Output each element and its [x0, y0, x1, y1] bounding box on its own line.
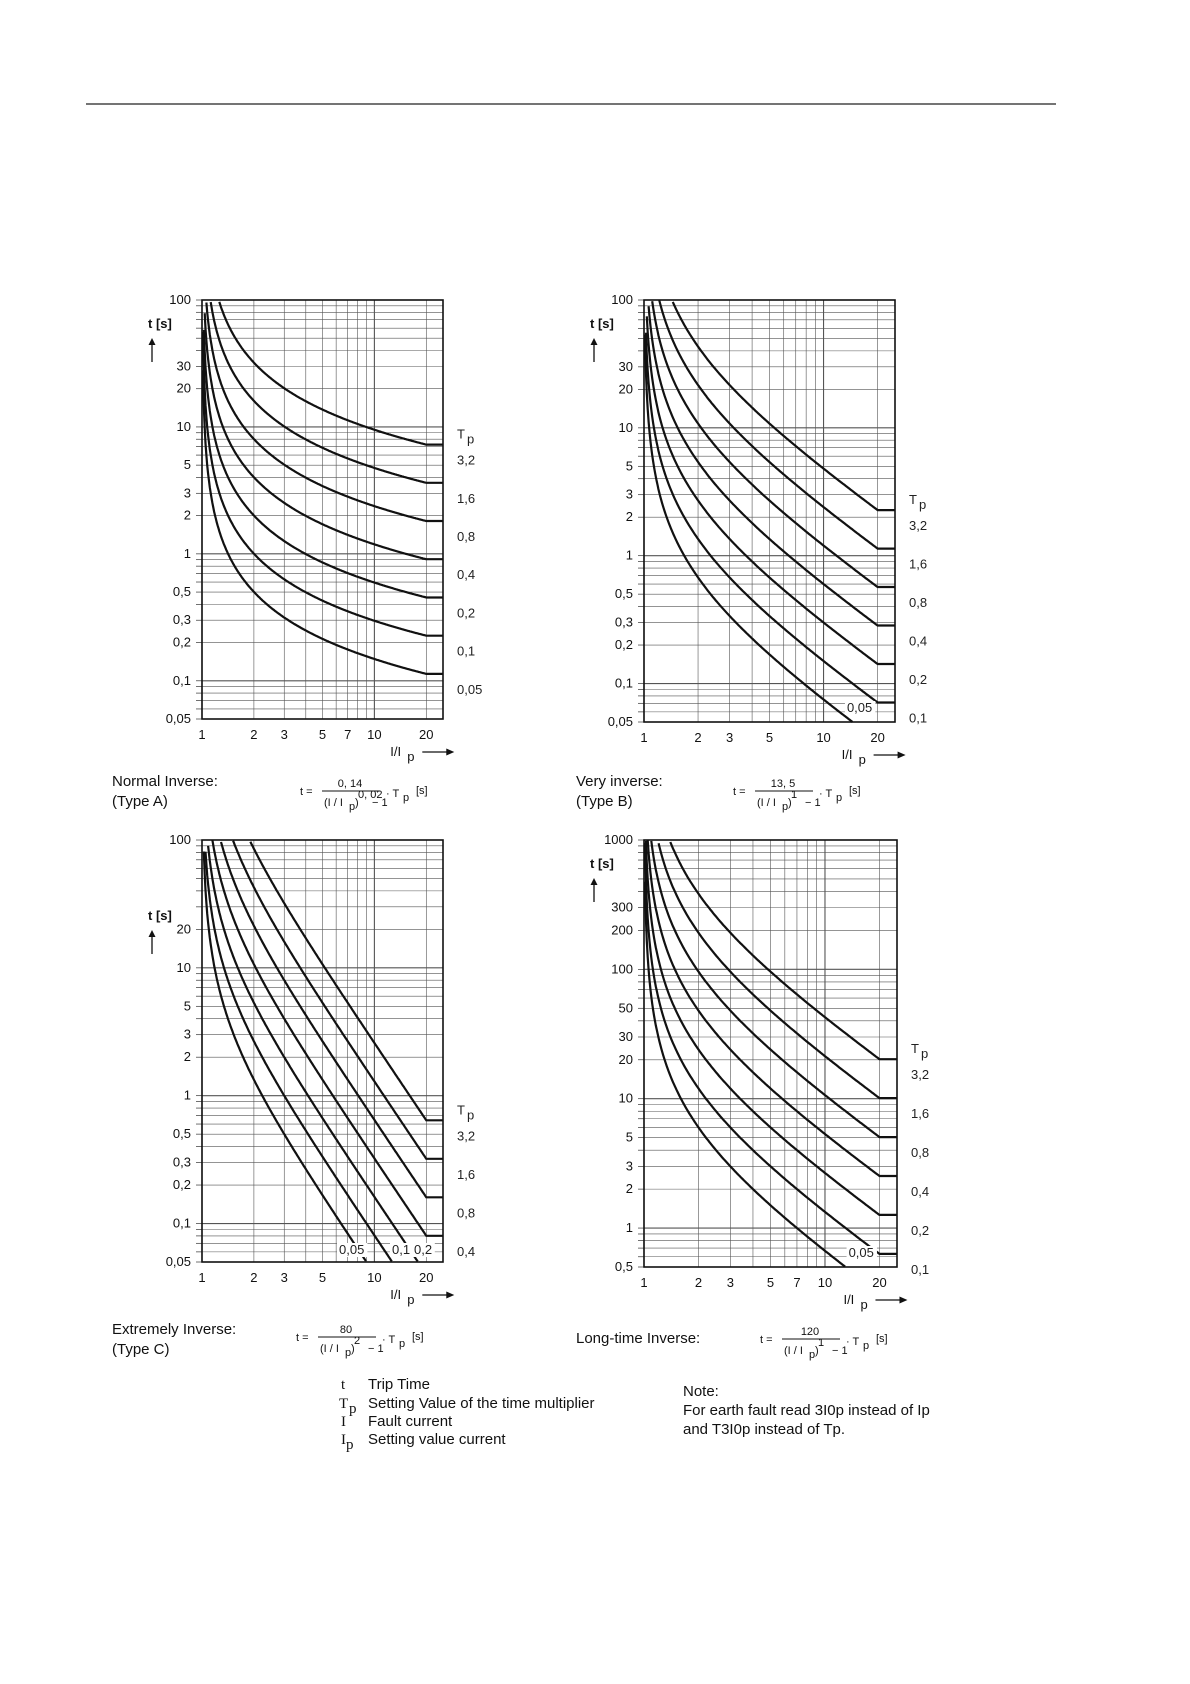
chart-title: Long-time Inverse: [576, 1330, 701, 1347]
y-tick-label: 200 [611, 922, 633, 938]
x-tick-label: 10 [816, 730, 831, 745]
formula-lead: t = [733, 786, 746, 798]
chart-subtitle: (Type A) [112, 793, 168, 810]
formula [300, 778, 428, 813]
y-tick-label: 5 [625, 1129, 633, 1145]
legend-text: Trip Time [368, 1376, 430, 1393]
y-tick-label: 0,2 [172, 1177, 191, 1193]
note-title: Note: [683, 1383, 719, 1400]
curve-tp-0-4 [205, 313, 443, 559]
tp-value-label: 0,4 [457, 567, 476, 583]
x-axis-label-sub: p [407, 749, 415, 764]
tp-value-label: 0,05 [339, 1242, 365, 1257]
curve-tp-3-2 [219, 302, 443, 445]
tp-value-label: 0,8 [909, 595, 928, 611]
y-tick-label: 30 [176, 358, 191, 374]
tp-value-label: 0,2 [909, 672, 928, 688]
curve-tp-1-6 [211, 302, 443, 483]
x-tick-label: 2 [694, 1275, 703, 1290]
formula-numerator: 80 [339, 1324, 353, 1336]
tp-value-label: 0,2 [414, 1242, 433, 1257]
legend-text: Fault current [368, 1413, 453, 1430]
x-axis-label: I/I [390, 1287, 402, 1302]
x-axis-label: I/I [390, 744, 402, 759]
chart-title: Very inverse: [576, 773, 663, 790]
legend-row-t [341, 1376, 430, 1393]
y-tick-label: 30 [618, 1028, 633, 1044]
formula-denominator-sub: p [345, 1347, 352, 1359]
x-axis-label-sub: p [407, 1292, 415, 1307]
curve-tp-0-4 [212, 840, 443, 1236]
tp-legend-title-sub: p [467, 1107, 475, 1123]
x-tick-label: 20 [419, 1270, 434, 1285]
y-tick-label: 100 [169, 832, 191, 847]
x-tick-label: 2 [250, 1270, 258, 1285]
y-tick-label: 0,5 [172, 584, 191, 600]
note-line: For earth fault read 3I0p instead of Ip [683, 1402, 930, 1419]
y-tick-label: 0,3 [172, 1154, 191, 1170]
chart-title: Normal Inverse: [112, 773, 218, 790]
formula-multiplier-sub: p [403, 792, 410, 804]
y-tick-label: 1000 [604, 832, 633, 847]
y-tick-label: 10 [176, 418, 191, 434]
curve-tp-0-2 [204, 330, 443, 598]
tp-legend-title: T [911, 1041, 919, 1057]
x-axis-label-sub: p [858, 752, 866, 767]
x-axis-arrowhead [446, 1292, 454, 1299]
x-axis-arrowhead [899, 1297, 907, 1304]
curve-tp-0-1 [203, 332, 443, 636]
y-tick-label: 20 [176, 380, 191, 396]
x-axis-label: I/I [841, 747, 853, 762]
formula-lead: t = [760, 1334, 773, 1346]
tp-value-label: 0,1 [911, 1261, 930, 1277]
y-tick-label: 0,5 [614, 1259, 633, 1274]
formula-denominator-close: ) [351, 1343, 355, 1355]
tp-legend-title: T [457, 1102, 465, 1118]
y-tick-label: 2 [183, 1049, 191, 1065]
curves [645, 840, 897, 1266]
y-tick-label: 50 [618, 1000, 633, 1016]
x-tick-label: 7 [793, 1275, 801, 1290]
y-tick-label: 0,1 [172, 1215, 191, 1231]
y-tick-label: 1 [183, 545, 191, 561]
grid [196, 300, 443, 719]
chart-normal-inverse [112, 292, 482, 813]
y-tick-label: 0,05 [165, 1254, 191, 1269]
curve-tp-0-2 [646, 841, 897, 1215]
y-tick-label: 3 [183, 1026, 191, 1042]
tp-value-label: 3,2 [909, 518, 928, 534]
curve-tp-0-1 [646, 333, 895, 703]
y-tick-label: 0,5 [172, 1126, 191, 1142]
curve-tp-0-05 [645, 335, 853, 722]
x-tick-label: 20 [870, 730, 885, 745]
formula-unit: [s] [876, 1333, 888, 1345]
formula-exponent: 1 [791, 789, 798, 801]
formula-exponent: 2 [354, 1335, 361, 1347]
x-tick-label: 3 [726, 730, 734, 745]
x-tick-label: 1 [640, 1275, 648, 1290]
grid [196, 840, 443, 1262]
tp-value-label: 1,6 [909, 556, 928, 572]
curves [204, 840, 443, 1261]
curve-tp-0-05 [645, 882, 845, 1267]
tp-legend-title-sub: p [919, 497, 927, 513]
x-tick-label: 3 [280, 1270, 288, 1285]
x-tick-label: 3 [726, 1275, 734, 1290]
legend-row-ip [341, 1431, 506, 1453]
formula-denominator: (I / I [757, 797, 776, 809]
formula-multiplier: · T [846, 1336, 860, 1348]
y-tick-label: 0,5 [614, 586, 633, 602]
y-tick-label: 10 [618, 419, 633, 435]
legend-text: Setting value current [368, 1431, 506, 1448]
y-tick-label: 2 [183, 507, 191, 523]
x-tick-label: 7 [344, 727, 352, 742]
tp-value-label: 0,2 [457, 605, 476, 621]
y-tick-label: 20 [176, 921, 191, 937]
x-tick-label: 1 [198, 727, 206, 742]
note-line: and T3I0p instead of Tp. [683, 1421, 846, 1438]
curve-tp-0-4 [649, 306, 895, 625]
x-axis-label-sub: p [860, 1297, 868, 1312]
formula-numerator: 0, 14 [337, 778, 363, 790]
tp-value-label: 0,4 [909, 633, 928, 649]
tp-value-label: 1,6 [457, 1166, 476, 1182]
curves [203, 302, 443, 674]
formula-minus-one: − 1 [372, 797, 388, 809]
formula-multiplier: · T [382, 1334, 396, 1346]
y-axis-label: t [s] [148, 316, 172, 331]
y-tick-label: 3 [625, 1158, 633, 1174]
chart-subtitle: (Type B) [576, 793, 633, 810]
tp-value-label: 3,2 [457, 1128, 476, 1144]
formula-denominator-sub: p [349, 801, 356, 813]
legend-text: Setting Value of the time multiplier [368, 1395, 595, 1412]
tp-value-label: 0,8 [911, 1145, 930, 1161]
y-tick-label: 100 [611, 961, 633, 977]
x-tick-label: 2 [250, 727, 258, 742]
formula-denominator: (I / I [324, 797, 343, 809]
y-tick-label: 0,2 [172, 634, 191, 650]
y-axis-label: t [s] [590, 856, 614, 871]
x-tick-label: 10 [367, 1270, 382, 1285]
formula [733, 778, 861, 813]
formula-exponent: 0, 02 [358, 789, 383, 801]
formula-multiplier: · T [386, 788, 400, 800]
legend-symbol: I [341, 1432, 346, 1448]
formula-denominator: (I / I [784, 1345, 803, 1357]
x-axis-arrowhead [446, 749, 454, 756]
y-tick-label: 20 [618, 1051, 633, 1067]
curve-tp-1-6 [659, 300, 895, 548]
formula-multiplier-sub: p [399, 1338, 406, 1350]
x-tick-label: 20 [872, 1275, 887, 1290]
chart-subtitle: (Type C) [112, 1341, 170, 1358]
formula-denominator-close: ) [355, 797, 359, 809]
tp-value-label: 1,6 [911, 1106, 930, 1122]
y-tick-label: 20 [618, 381, 633, 397]
curve-tp-0-8 [221, 842, 443, 1197]
curves [645, 300, 895, 722]
x-tick-label: 3 [280, 727, 288, 742]
tp-value-label: 1,6 [457, 490, 476, 506]
tp-value-label: 3,2 [911, 1067, 930, 1083]
y-tick-label: 3 [625, 486, 633, 502]
y-tick-label: 1 [183, 1087, 191, 1103]
formula-multiplier-sub: p [836, 792, 843, 804]
formula-minus-one: − 1 [832, 1345, 848, 1357]
legend-row-i [341, 1413, 453, 1430]
x-axis-label: I/I [843, 1292, 855, 1307]
y-tick-label: 100 [169, 292, 191, 307]
tp-value-label: 3,2 [457, 452, 476, 468]
formula-denominator: (I / I [320, 1343, 339, 1355]
formula-unit: [s] [416, 785, 428, 797]
formula-multiplier-sub: p [863, 1340, 870, 1352]
curve-tp-0-05 [203, 370, 443, 674]
tp-legend-title-sub: p [921, 1046, 929, 1062]
formula-denominator-sub: p [809, 1349, 816, 1361]
y-tick-label: 10 [176, 959, 191, 975]
formula-minus-one: − 1 [368, 1343, 384, 1355]
tp-legend-title: T [909, 492, 917, 508]
y-axis-label: t [s] [590, 316, 614, 331]
tp-value-label: 0,8 [457, 1205, 476, 1221]
chart-title: Extremely Inverse: [112, 1321, 237, 1338]
tp-value-label: 0,4 [911, 1183, 930, 1199]
y-tick-label: 2 [625, 1181, 633, 1197]
chart-extremely-inverse [112, 832, 475, 1359]
formula-denominator-close: ) [788, 797, 792, 809]
formula-numerator: 120 [800, 1326, 820, 1338]
x-tick-label: 5 [766, 1275, 775, 1290]
y-axis-arrowhead [149, 930, 156, 937]
x-tick-label: 1 [198, 1270, 206, 1285]
y-tick-label: 0,1 [172, 672, 191, 688]
y-axis-label: t [s] [148, 908, 172, 923]
note-block [683, 1383, 930, 1438]
formula-multiplier: · T [819, 788, 833, 800]
formula [760, 1326, 888, 1361]
x-tick-label: 20 [419, 727, 434, 742]
legend-symbol: t [341, 1377, 346, 1393]
y-tick-label: 300 [611, 899, 633, 915]
y-tick-label: 5 [183, 457, 191, 473]
x-tick-label: 1 [640, 730, 648, 745]
curve-tp-0-1 [206, 852, 392, 1262]
formula-minus-one: − 1 [805, 797, 821, 809]
y-tick-label: 0,1 [614, 675, 633, 691]
y-tick-label: 0,3 [614, 614, 633, 630]
formula-lead: t = [300, 786, 313, 798]
formula-denominator-sub: p [782, 801, 789, 813]
curve-tp-0-1 [645, 843, 897, 1254]
grid [638, 300, 895, 722]
y-tick-label: 2 [625, 509, 633, 525]
y-tick-label: 10 [618, 1090, 633, 1106]
y-tick-label: 1 [625, 1220, 633, 1236]
tp-legend-title-sub: p [467, 431, 475, 447]
x-tick-label: 10 [367, 727, 382, 742]
legend-symbol-sub: p [349, 1401, 357, 1417]
y-tick-label: 0,05 [607, 714, 633, 729]
tp-value-label: 0,4 [457, 1243, 476, 1259]
x-tick-label: 2 [694, 730, 702, 745]
y-tick-label: 3 [183, 485, 191, 501]
y-axis-arrowhead [591, 338, 598, 345]
tp-value-label: 0,05 [457, 681, 483, 697]
y-tick-label: 30 [618, 358, 633, 374]
curve-tp-1-6 [233, 841, 443, 1159]
y-tick-label: 100 [611, 292, 633, 307]
y-tick-label: 5 [625, 458, 633, 474]
x-tick-label: 5 [318, 1270, 327, 1285]
y-tick-label: 0,05 [165, 711, 191, 726]
formula-numerator: 13, 5 [770, 778, 796, 790]
tp-value-label: 0,2 [911, 1222, 930, 1238]
tp-value-label: 0,8 [457, 529, 476, 545]
formula-unit: [s] [849, 785, 861, 797]
tp-value-label: 0,1 [909, 710, 928, 726]
legend-symbol-sub: p [346, 1437, 354, 1453]
curve-tp-0-2 [208, 846, 418, 1262]
legend-symbol: I [341, 1414, 346, 1430]
tp-value-label: 0,05 [848, 1245, 874, 1260]
tp-legend-title: T [457, 426, 465, 442]
x-tick-label: 5 [765, 730, 774, 745]
x-axis-arrowhead [898, 752, 906, 759]
y-axis-arrowhead [149, 338, 156, 345]
tp-value-label: 0,1 [392, 1242, 411, 1257]
x-tick-label: 5 [318, 727, 327, 742]
y-tick-label: 5 [183, 998, 191, 1014]
tp-value-label: 0,1 [457, 643, 476, 659]
y-axis-arrowhead [591, 878, 598, 885]
symbol-legend [339, 1376, 595, 1453]
formula [296, 1324, 424, 1359]
tp-value-label: 0,05 [846, 700, 873, 715]
formula-unit: [s] [412, 1331, 424, 1343]
y-tick-label: 0,2 [614, 637, 633, 653]
x-tick-label: 10 [817, 1275, 833, 1290]
y-tick-label: 1 [625, 547, 633, 563]
chart-very-inverse [576, 292, 927, 813]
formula-denominator-close: ) [815, 1345, 819, 1357]
legend-symbol: T [339, 1396, 349, 1412]
chart-long-time-inverse [576, 832, 929, 1361]
y-tick-label: 0,3 [172, 612, 191, 628]
formula-lead: t = [296, 1332, 309, 1344]
curve-tp-3-2 [670, 842, 897, 1059]
formula-exponent: 1 [818, 1337, 825, 1349]
